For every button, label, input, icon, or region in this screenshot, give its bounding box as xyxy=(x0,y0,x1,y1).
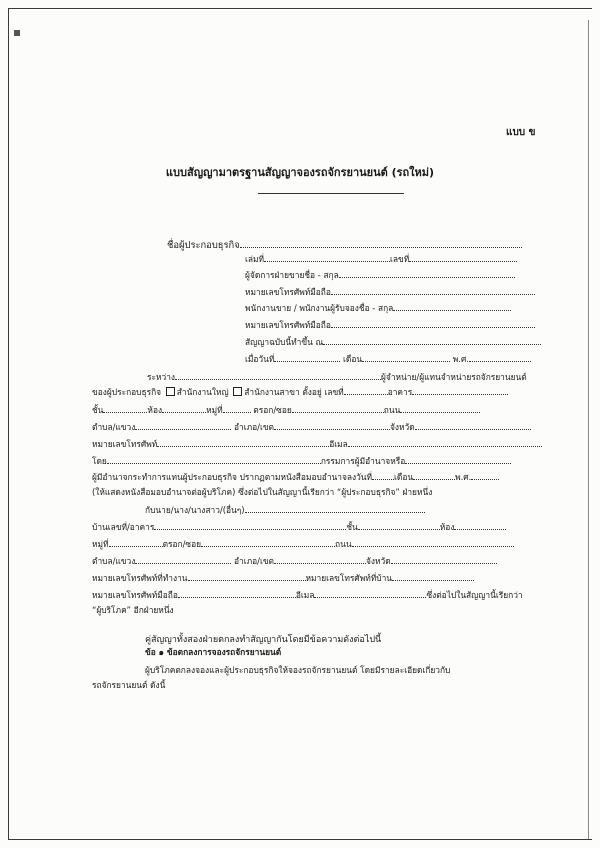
floor-field[interactable] xyxy=(103,403,147,413)
date-month-field[interactable] xyxy=(362,352,450,362)
head-office-checkbox[interactable] xyxy=(166,387,175,396)
salesperson-label: พนักงานขาย / พนักงานผู้รับจองชื่อ - สกุล xyxy=(245,303,394,313)
customer-soi-field[interactable] xyxy=(201,537,335,547)
customer-room-field[interactable] xyxy=(454,520,506,530)
date-month-label: เดือน xyxy=(343,354,363,364)
province-label: จังหวัด xyxy=(390,422,415,432)
room-field[interactable] xyxy=(162,403,206,413)
proxy-line xyxy=(92,470,499,483)
between-label: ระหว่าง xyxy=(147,372,176,382)
building-label: อาคาร xyxy=(387,387,413,397)
district-label: อำเภอ/เขต xyxy=(234,422,274,432)
of-business-label: ของผู้ประกอบธุรกิจ xyxy=(92,387,162,397)
title-underline xyxy=(258,193,404,194)
floor-label: ชั้น xyxy=(92,405,104,415)
building-field[interactable] xyxy=(412,385,508,395)
mobile-label: หมายเลขโทรศัพท์มือถือ xyxy=(92,590,178,600)
clause1-title: ข้อ ๑ ข้อตกลงการจองรถจักรยานยนต์ xyxy=(145,647,282,657)
customer-floor-field[interactable] xyxy=(358,520,440,530)
made-at-line xyxy=(245,335,541,348)
business-name-field[interactable] xyxy=(240,238,522,248)
consumer-term: “ผู้บริโภค” อีกฝ่ายหนึ่ง xyxy=(92,605,174,615)
road-label: ถนน xyxy=(383,405,401,415)
number-field[interactable] xyxy=(409,252,517,262)
proxy-month-field[interactable] xyxy=(413,470,455,480)
customer-name-line xyxy=(145,503,425,516)
customer-road-label: ถนน xyxy=(335,539,352,549)
customer-subdistrict-line xyxy=(92,554,497,567)
business-name-label: ชื่อผู้ประกอบธุรกิจ xyxy=(167,240,240,251)
salesperson-line xyxy=(245,301,511,314)
subdistrict-label: ตำบล/แขวง xyxy=(92,422,136,432)
sales-manager-label: ผู้จัดการฝ่ายขายชื่อ - สกุล xyxy=(245,270,339,280)
customer-floor-label: ชั้น xyxy=(346,522,358,532)
customer-road-field[interactable] xyxy=(352,537,514,547)
home-phone-field[interactable] xyxy=(392,571,474,581)
customer-soi-label: ตรอก/ซอย xyxy=(162,539,202,549)
district-field[interactable] xyxy=(274,420,390,430)
scan-border xyxy=(8,8,9,840)
customer-address-field[interactable] xyxy=(154,520,346,530)
volume-line xyxy=(245,252,517,265)
date-day-field[interactable] xyxy=(274,352,340,362)
customer-name-label: กับนาย/นาง/นางสาว/(อื่นๆ) xyxy=(145,505,245,515)
floor-line xyxy=(92,403,480,416)
salesperson-phone-label: หมายเลขโทรศัพท์มือถือ xyxy=(245,320,331,330)
home-phone-label: หมายเลขโทรศัพท์ที่บ้าน xyxy=(305,573,393,583)
province-field[interactable] xyxy=(415,420,531,430)
moo-field[interactable] xyxy=(223,403,251,413)
office-line xyxy=(92,385,508,398)
subdistrict-field[interactable] xyxy=(135,420,231,430)
made-at-label: สัญญาฉบับนี้ทำขึ้น ณ xyxy=(245,337,324,347)
phone-label: หมายเลขโทรศัพท์ xyxy=(92,439,158,449)
proxy-month-label: เดือน xyxy=(394,472,414,482)
proxy-label: ผู้มีอำนาจกระทำการแทนผู้ประกอบธุรกิจ ปรากฏตามหนังสือมอบอำนาจลงวันที่ xyxy=(92,472,373,482)
moo-label: หมู่ที่ xyxy=(206,405,223,415)
sales-manager-phone-line xyxy=(245,285,535,298)
representative-field[interactable] xyxy=(107,454,321,464)
agreement-text: คู่สัญญาทั้งสองฝ่ายตกลงทำสัญญากันโดยมีข้อความดังต่อไปนี้ xyxy=(145,635,382,645)
clause1-body-1: ผู้บริโภคตกลงจองและผู้ประกอบธุรกิจให้จองรถจักรยานยนต์ โดยมีรายละเอียดเกี่ยวกับ xyxy=(145,665,451,675)
form-title: แบบสัญญามาตรฐานสัญญาจองรถจักรยานยนต์ (รถใหม่) xyxy=(165,166,435,179)
date-year-field[interactable] xyxy=(469,352,531,362)
contract-date-line xyxy=(245,352,531,365)
salesperson-phone-field[interactable] xyxy=(331,318,535,328)
customer-province-label: จังหวัด xyxy=(366,556,391,566)
dealer-name-field[interactable] xyxy=(175,370,381,380)
branch-number-field[interactable] xyxy=(344,385,388,395)
volume-field[interactable] xyxy=(264,252,390,262)
number-label: เลขที่ xyxy=(390,254,410,264)
salesperson-field[interactable] xyxy=(393,301,511,311)
business-name-line xyxy=(167,238,522,252)
customer-subdistrict-field[interactable] xyxy=(135,554,231,564)
director-field[interactable] xyxy=(405,454,511,464)
salesperson-phone-line xyxy=(245,318,535,331)
proxy-day-field[interactable] xyxy=(372,470,394,480)
director-label: กรรมการผู้มีอำนาจหรือ xyxy=(320,456,406,466)
customer-moo-field[interactable] xyxy=(109,537,163,547)
subdistrict-line xyxy=(92,420,531,433)
customer-district-field[interactable] xyxy=(274,554,366,564)
customer-mobile-line xyxy=(92,588,523,601)
customer-name-field[interactable] xyxy=(245,503,425,513)
customer-phone-line xyxy=(92,571,474,584)
customer-province-field[interactable] xyxy=(391,554,497,564)
proxy-year-field[interactable] xyxy=(471,470,499,480)
proxy-note: (ให้แสดงหนังสือมอบอำนาจต่อผู้บริโภค) ซึ่งต่อไปในสัญญานี้เรียกว่า “ผู้ประกอบธุรกิจ” ฝ่ายหนึ่ง xyxy=(92,487,433,497)
sales-manager-field[interactable] xyxy=(339,268,515,278)
scan-border xyxy=(8,839,592,840)
work-phone-label: หมายเลขโทรศัพท์ที่ทำงาน xyxy=(92,573,188,583)
volume-label: เล่มที่ xyxy=(245,254,265,264)
phone-field[interactable] xyxy=(157,437,329,447)
between-line xyxy=(147,370,527,383)
work-phone-field[interactable] xyxy=(188,571,306,581)
soi-field[interactable] xyxy=(292,403,384,413)
mobile-field[interactable] xyxy=(178,588,296,598)
customer-address-line xyxy=(92,520,506,533)
sales-manager-line xyxy=(245,268,515,281)
customer-email-label: อีเมล xyxy=(295,590,315,600)
dealer-label: ผู้จำหน่าย/ผู้แทนจำหน่ายรถจักรยานยนต์ xyxy=(381,372,527,382)
soi-label: ตรอก/ซอย xyxy=(253,405,292,415)
by-line xyxy=(92,454,511,467)
proxy-year-label: พ.ศ. xyxy=(455,472,472,482)
customer-district-label: อำเภอ/เขต xyxy=(234,556,274,566)
sales-manager-phone-field[interactable] xyxy=(331,285,535,295)
customer-address-label: บ้านเลขที่/อาคาร xyxy=(92,522,155,532)
branch-checkbox[interactable] xyxy=(233,387,242,396)
email-field[interactable] xyxy=(348,437,542,447)
road-field[interactable] xyxy=(400,403,480,413)
date-year-label: พ.ศ. xyxy=(452,354,469,364)
scan-mark xyxy=(14,30,20,36)
scan-border xyxy=(8,8,592,9)
form-code: แบบ ข xyxy=(506,127,536,138)
sales-manager-phone-label: หมายเลขโทรศัพท์มือถือ xyxy=(245,287,331,297)
room-label: ห้อง xyxy=(147,405,163,415)
customer-moo-label: หมู่ที่ xyxy=(92,539,109,549)
hereinafter-label: ซึ่งต่อไปในสัญญานี้เรียกว่า xyxy=(426,590,523,600)
email-label: อีเมล xyxy=(329,439,348,449)
scan-border xyxy=(588,20,589,840)
customer-room-label: ห้อง xyxy=(439,522,455,532)
by-label: โดย xyxy=(92,456,107,466)
head-office-label: สำนักงานใหญ่ xyxy=(176,387,229,397)
clause1-body-2: รถจักรยานยนต์ ดังนี้ xyxy=(92,680,166,690)
customer-moo-line xyxy=(92,537,514,550)
date-day-label: เมื่อวันที่ xyxy=(245,354,275,364)
branch-label: สำนักงานสาขา ตั้งอยู่ เลขที่ xyxy=(244,387,344,397)
customer-email-field[interactable] xyxy=(314,588,426,598)
phone-line xyxy=(92,437,542,450)
made-at-field[interactable] xyxy=(323,335,541,345)
customer-subdistrict-label: ตำบล/แขวง xyxy=(92,556,136,566)
